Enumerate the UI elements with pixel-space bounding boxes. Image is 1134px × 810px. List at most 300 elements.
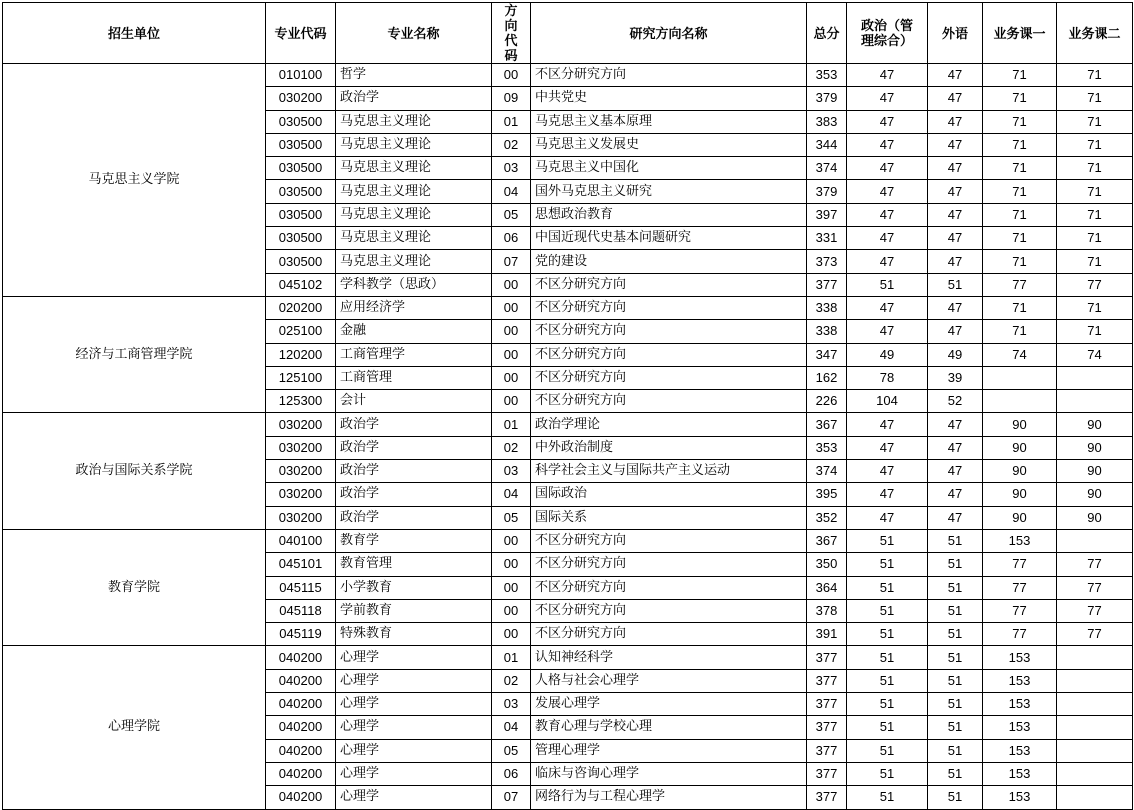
course-two-cell: 71: [1057, 157, 1133, 180]
direction-name-cell: 人格与社会心理学: [531, 669, 807, 692]
foreign-language-cell: 47: [928, 64, 983, 87]
direction-code-cell: 00: [492, 343, 531, 366]
course-one-cell: [983, 390, 1057, 413]
total-cell: 377: [807, 273, 847, 296]
total-cell: 338: [807, 296, 847, 319]
course-two-cell: [1057, 646, 1133, 669]
politics-cell: 51: [847, 553, 928, 576]
major-name-cell: 马克思主义理论: [336, 133, 492, 156]
direction-code-cell: 00: [492, 273, 531, 296]
course-one-cell: 77: [983, 553, 1057, 576]
direction-code-cell: 09: [492, 87, 531, 110]
major-name-cell: 政治学: [336, 413, 492, 436]
politics-cell: 47: [847, 460, 928, 483]
course-one-cell: 77: [983, 623, 1057, 646]
course-two-cell: 77: [1057, 599, 1133, 622]
course-one-cell: 71: [983, 157, 1057, 180]
foreign-language-cell: 39: [928, 366, 983, 389]
score-table: [2, 2, 1133, 810]
major-name-cell: 心理学: [336, 693, 492, 716]
major-name-cell: 心理学: [336, 716, 492, 739]
header-direction-code: 方向代码: [492, 3, 531, 64]
total-cell: 352: [807, 506, 847, 529]
total-cell: 338: [807, 320, 847, 343]
major-code-cell: 045118: [266, 599, 336, 622]
direction-name-cell: 认知神经科学: [531, 646, 807, 669]
header-major-name: 专业名称: [336, 3, 492, 64]
major-code-cell: 120200: [266, 343, 336, 366]
direction-code-cell: 05: [492, 506, 531, 529]
direction-name-cell: 马克思主义基本原理: [531, 110, 807, 133]
unit-cell: 政治与国际关系学院: [3, 413, 266, 529]
direction-code-cell: 01: [492, 413, 531, 436]
major-code-cell: 125300: [266, 390, 336, 413]
header-course-two: 业务课二: [1057, 3, 1133, 64]
major-code-cell: 030500: [266, 227, 336, 250]
foreign-language-cell: 51: [928, 646, 983, 669]
total-cell: 162: [807, 366, 847, 389]
foreign-language-cell: 51: [928, 786, 983, 809]
major-name-cell: 哲学: [336, 64, 492, 87]
total-cell: 367: [807, 529, 847, 552]
foreign-language-cell: 47: [928, 87, 983, 110]
foreign-language-cell: 51: [928, 716, 983, 739]
course-one-cell: 153: [983, 646, 1057, 669]
header-politics: 政治（管理综合）: [847, 3, 928, 64]
major-name-cell: 马克思主义理论: [336, 110, 492, 133]
politics-cell: 47: [847, 180, 928, 203]
politics-cell: 47: [847, 483, 928, 506]
politics-cell: 51: [847, 669, 928, 692]
foreign-language-cell: 47: [928, 460, 983, 483]
politics-cell: 47: [847, 64, 928, 87]
politics-cell: 47: [847, 133, 928, 156]
major-code-cell: 040200: [266, 762, 336, 785]
course-one-cell: 71: [983, 227, 1057, 250]
direction-name-cell: 不区分研究方向: [531, 553, 807, 576]
politics-cell: 51: [847, 623, 928, 646]
total-cell: 379: [807, 180, 847, 203]
course-one-cell: 77: [983, 576, 1057, 599]
course-one-cell: 71: [983, 250, 1057, 273]
total-cell: 344: [807, 133, 847, 156]
direction-code-cell: 00: [492, 553, 531, 576]
direction-code-cell: 02: [492, 436, 531, 459]
major-name-cell: 特殊教育: [336, 623, 492, 646]
total-cell: 397: [807, 203, 847, 226]
major-name-cell: 教育学: [336, 529, 492, 552]
total-cell: 377: [807, 716, 847, 739]
course-two-cell: 71: [1057, 320, 1133, 343]
table-row: [3, 296, 1133, 319]
direction-code-cell: 04: [492, 180, 531, 203]
politics-cell: 51: [847, 273, 928, 296]
total-cell: 377: [807, 739, 847, 762]
direction-code-cell: 00: [492, 599, 531, 622]
direction-code-cell: 06: [492, 762, 531, 785]
politics-cell: 78: [847, 366, 928, 389]
politics-cell: 47: [847, 436, 928, 459]
major-code-cell: 030200: [266, 413, 336, 436]
course-two-cell: [1057, 739, 1133, 762]
course-two-cell: 77: [1057, 553, 1133, 576]
major-code-cell: 040200: [266, 786, 336, 809]
foreign-language-cell: 51: [928, 623, 983, 646]
direction-name-cell: 临床与咨询心理学: [531, 762, 807, 785]
politics-cell: 51: [847, 576, 928, 599]
direction-name-cell: 不区分研究方向: [531, 64, 807, 87]
politics-cell: 47: [847, 506, 928, 529]
total-cell: 353: [807, 436, 847, 459]
total-cell: 374: [807, 157, 847, 180]
total-cell: 377: [807, 646, 847, 669]
politics-cell: 104: [847, 390, 928, 413]
foreign-language-cell: 47: [928, 483, 983, 506]
direction-code-cell: 00: [492, 366, 531, 389]
foreign-language-cell: 51: [928, 576, 983, 599]
major-code-cell: 045119: [266, 623, 336, 646]
major-code-cell: 040200: [266, 669, 336, 692]
course-two-cell: 77: [1057, 576, 1133, 599]
course-two-cell: [1057, 390, 1133, 413]
direction-code-cell: 00: [492, 576, 531, 599]
table-row: [3, 646, 1133, 669]
course-two-cell: 77: [1057, 273, 1133, 296]
foreign-language-cell: 47: [928, 506, 983, 529]
total-cell: 367: [807, 413, 847, 436]
course-one-cell: 74: [983, 343, 1057, 366]
course-one-cell: 77: [983, 599, 1057, 622]
direction-code-cell: 00: [492, 320, 531, 343]
direction-name-cell: 发展心理学: [531, 693, 807, 716]
major-name-cell: 会计: [336, 390, 492, 413]
direction-code-cell: 06: [492, 227, 531, 250]
major-name-cell: 政治学: [336, 460, 492, 483]
politics-cell: 47: [847, 87, 928, 110]
course-two-cell: 74: [1057, 343, 1133, 366]
major-name-cell: 小学教育: [336, 576, 492, 599]
course-two-cell: 71: [1057, 296, 1133, 319]
unit-cell: 心理学院: [3, 646, 266, 809]
politics-cell: 47: [847, 250, 928, 273]
total-cell: 377: [807, 693, 847, 716]
direction-code-cell: 02: [492, 133, 531, 156]
direction-name-cell: 管理心理学: [531, 739, 807, 762]
politics-cell: 47: [847, 227, 928, 250]
major-name-cell: 应用经济学: [336, 296, 492, 319]
major-name-cell: 心理学: [336, 739, 492, 762]
major-code-cell: 045102: [266, 273, 336, 296]
politics-cell: 51: [847, 786, 928, 809]
course-two-cell: 71: [1057, 227, 1133, 250]
direction-code-cell: 00: [492, 529, 531, 552]
direction-name-cell: 教育心理与学校心理: [531, 716, 807, 739]
major-code-cell: 030500: [266, 203, 336, 226]
major-name-cell: 心理学: [336, 669, 492, 692]
foreign-language-cell: 47: [928, 157, 983, 180]
direction-name-cell: 国际政治: [531, 483, 807, 506]
course-one-cell: 90: [983, 460, 1057, 483]
major-code-cell: 030200: [266, 460, 336, 483]
total-cell: 350: [807, 553, 847, 576]
direction-code-cell: 07: [492, 250, 531, 273]
foreign-language-cell: 47: [928, 227, 983, 250]
direction-name-cell: 不区分研究方向: [531, 576, 807, 599]
total-cell: 377: [807, 669, 847, 692]
course-one-cell: 153: [983, 716, 1057, 739]
major-code-cell: 030500: [266, 133, 336, 156]
major-name-cell: 马克思主义理论: [336, 157, 492, 180]
politics-cell: 47: [847, 157, 928, 180]
major-name-cell: 政治学: [336, 483, 492, 506]
politics-cell: 47: [847, 203, 928, 226]
course-two-cell: [1057, 716, 1133, 739]
major-name-cell: 马克思主义理论: [336, 203, 492, 226]
direction-code-cell: 03: [492, 460, 531, 483]
politics-cell: 51: [847, 529, 928, 552]
total-cell: 378: [807, 599, 847, 622]
course-two-cell: 90: [1057, 506, 1133, 529]
major-code-cell: 040100: [266, 529, 336, 552]
course-one-cell: 77: [983, 273, 1057, 296]
foreign-language-cell: 52: [928, 390, 983, 413]
direction-name-cell: 国外马克思主义研究: [531, 180, 807, 203]
politics-cell: 47: [847, 110, 928, 133]
major-code-cell: 030500: [266, 250, 336, 273]
course-one-cell: 153: [983, 529, 1057, 552]
header-unit: 招生单位: [3, 3, 266, 64]
course-two-cell: 71: [1057, 250, 1133, 273]
major-code-cell: 030500: [266, 110, 336, 133]
foreign-language-cell: 47: [928, 110, 983, 133]
course-two-cell: [1057, 693, 1133, 716]
politics-cell: 47: [847, 296, 928, 319]
course-two-cell: [1057, 529, 1133, 552]
major-code-cell: 045101: [266, 553, 336, 576]
direction-name-cell: 不区分研究方向: [531, 623, 807, 646]
unit-cell: 教育学院: [3, 529, 266, 645]
header-major-code: 专业代码: [266, 3, 336, 64]
major-code-cell: 010100: [266, 64, 336, 87]
major-name-cell: 工商管理学: [336, 343, 492, 366]
course-two-cell: 71: [1057, 203, 1133, 226]
header-foreign-language: 外语: [928, 3, 983, 64]
major-code-cell: 020200: [266, 296, 336, 319]
direction-name-cell: 中国近现代史基本问题研究: [531, 227, 807, 250]
total-cell: 374: [807, 460, 847, 483]
direction-name-cell: 国际关系: [531, 506, 807, 529]
table-row: [3, 413, 1133, 436]
foreign-language-cell: 47: [928, 413, 983, 436]
direction-code-cell: 01: [492, 110, 531, 133]
foreign-language-cell: 47: [928, 133, 983, 156]
major-code-cell: 045115: [266, 576, 336, 599]
header-row: [3, 3, 1133, 64]
direction-name-cell: 马克思主义中国化: [531, 157, 807, 180]
foreign-language-cell: 47: [928, 296, 983, 319]
major-code-cell: 040200: [266, 646, 336, 669]
major-code-cell: 040200: [266, 739, 336, 762]
unit-cell: 马克思主义学院: [3, 64, 266, 297]
course-one-cell: 90: [983, 413, 1057, 436]
direction-name-cell: 网络行为与工程心理学: [531, 786, 807, 809]
foreign-language-cell: 51: [928, 762, 983, 785]
total-cell: 347: [807, 343, 847, 366]
major-code-cell: 030500: [266, 180, 336, 203]
direction-code-cell: 00: [492, 390, 531, 413]
direction-code-cell: 02: [492, 669, 531, 692]
direction-name-cell: 不区分研究方向: [531, 599, 807, 622]
direction-code-cell: 03: [492, 693, 531, 716]
major-name-cell: 学科教学（思政）: [336, 273, 492, 296]
major-code-cell: 025100: [266, 320, 336, 343]
direction-code-cell: 05: [492, 739, 531, 762]
foreign-language-cell: 51: [928, 693, 983, 716]
direction-name-cell: 不区分研究方向: [531, 273, 807, 296]
total-cell: 395: [807, 483, 847, 506]
politics-cell: 47: [847, 413, 928, 436]
total-cell: 364: [807, 576, 847, 599]
total-cell: 331: [807, 227, 847, 250]
total-cell: 377: [807, 786, 847, 809]
course-one-cell: 153: [983, 786, 1057, 809]
direction-code-cell: 07: [492, 786, 531, 809]
total-cell: 391: [807, 623, 847, 646]
total-cell: 379: [807, 87, 847, 110]
course-one-cell: 71: [983, 133, 1057, 156]
course-one-cell: 71: [983, 296, 1057, 319]
foreign-language-cell: 47: [928, 180, 983, 203]
course-two-cell: [1057, 669, 1133, 692]
course-two-cell: 71: [1057, 87, 1133, 110]
header-direction-name: 研究方向名称: [531, 3, 807, 64]
politics-cell: 51: [847, 646, 928, 669]
direction-name-cell: 不区分研究方向: [531, 366, 807, 389]
course-one-cell: 90: [983, 483, 1057, 506]
politics-cell: 51: [847, 599, 928, 622]
course-one-cell: 71: [983, 110, 1057, 133]
foreign-language-cell: 51: [928, 669, 983, 692]
foreign-language-cell: 51: [928, 553, 983, 576]
major-code-cell: 030500: [266, 157, 336, 180]
total-cell: 383: [807, 110, 847, 133]
direction-name-cell: 中共党史: [531, 87, 807, 110]
direction-name-cell: 不区分研究方向: [531, 320, 807, 343]
major-name-cell: 工商管理: [336, 366, 492, 389]
course-two-cell: 71: [1057, 110, 1133, 133]
politics-cell: 51: [847, 762, 928, 785]
foreign-language-cell: 51: [928, 739, 983, 762]
table-body: [3, 64, 1133, 810]
major-name-cell: 教育管理: [336, 553, 492, 576]
course-one-cell: 153: [983, 739, 1057, 762]
foreign-language-cell: 47: [928, 203, 983, 226]
foreign-language-cell: 47: [928, 436, 983, 459]
course-one-cell: 153: [983, 669, 1057, 692]
foreign-language-cell: 47: [928, 320, 983, 343]
direction-code-cell: 00: [492, 623, 531, 646]
politics-cell: 51: [847, 693, 928, 716]
total-cell: 373: [807, 250, 847, 273]
direction-code-cell: 04: [492, 716, 531, 739]
course-two-cell: 90: [1057, 413, 1133, 436]
course-one-cell: 90: [983, 506, 1057, 529]
direction-name-cell: 科学社会主义与国际共产主义运动: [531, 460, 807, 483]
direction-name-cell: 马克思主义发展史: [531, 133, 807, 156]
major-code-cell: 125100: [266, 366, 336, 389]
major-name-cell: 政治学: [336, 506, 492, 529]
major-name-cell: 学前教育: [336, 599, 492, 622]
course-one-cell: 71: [983, 203, 1057, 226]
major-name-cell: 政治学: [336, 436, 492, 459]
major-name-cell: 马克思主义理论: [336, 180, 492, 203]
course-one-cell: [983, 366, 1057, 389]
politics-cell: 49: [847, 343, 928, 366]
total-cell: 353: [807, 64, 847, 87]
unit-cell: 经济与工商管理学院: [3, 296, 266, 412]
direction-name-cell: 不区分研究方向: [531, 343, 807, 366]
course-one-cell: 71: [983, 180, 1057, 203]
foreign-language-cell: 49: [928, 343, 983, 366]
course-two-cell: 77: [1057, 623, 1133, 646]
major-code-cell: 040200: [266, 693, 336, 716]
direction-code-cell: 00: [492, 64, 531, 87]
major-name-cell: 心理学: [336, 646, 492, 669]
header-total: 总分: [807, 3, 847, 64]
course-one-cell: 90: [983, 436, 1057, 459]
course-two-cell: 71: [1057, 133, 1133, 156]
major-name-cell: 心理学: [336, 786, 492, 809]
direction-code-cell: 01: [492, 646, 531, 669]
course-one-cell: 153: [983, 762, 1057, 785]
major-code-cell: 030200: [266, 436, 336, 459]
major-name-cell: 马克思主义理论: [336, 250, 492, 273]
course-one-cell: 71: [983, 64, 1057, 87]
header-course-one: 业务课一: [983, 3, 1057, 64]
table-row: [3, 529, 1133, 552]
major-name-cell: 金融: [336, 320, 492, 343]
direction-name-cell: 党的建设: [531, 250, 807, 273]
course-two-cell: [1057, 762, 1133, 785]
politics-cell: 51: [847, 739, 928, 762]
direction-name-cell: 不区分研究方向: [531, 390, 807, 413]
major-name-cell: 政治学: [336, 87, 492, 110]
direction-name-cell: 不区分研究方向: [531, 296, 807, 319]
politics-cell: 47: [847, 320, 928, 343]
direction-code-cell: 00: [492, 296, 531, 319]
course-one-cell: 71: [983, 320, 1057, 343]
foreign-language-cell: 51: [928, 273, 983, 296]
course-one-cell: 71: [983, 87, 1057, 110]
major-code-cell: 030200: [266, 483, 336, 506]
course-two-cell: 90: [1057, 483, 1133, 506]
direction-code-cell: 05: [492, 203, 531, 226]
course-two-cell: [1057, 366, 1133, 389]
total-cell: 377: [807, 762, 847, 785]
major-code-cell: 040200: [266, 716, 336, 739]
foreign-language-cell: 51: [928, 529, 983, 552]
direction-name-cell: 不区分研究方向: [531, 529, 807, 552]
major-name-cell: 心理学: [336, 762, 492, 785]
direction-name-cell: 政治学理论: [531, 413, 807, 436]
direction-code-cell: 03: [492, 157, 531, 180]
total-cell: 226: [807, 390, 847, 413]
politics-cell: 51: [847, 716, 928, 739]
course-two-cell: 90: [1057, 436, 1133, 459]
table-row: [3, 64, 1133, 87]
course-one-cell: 153: [983, 693, 1057, 716]
major-code-cell: 030200: [266, 506, 336, 529]
